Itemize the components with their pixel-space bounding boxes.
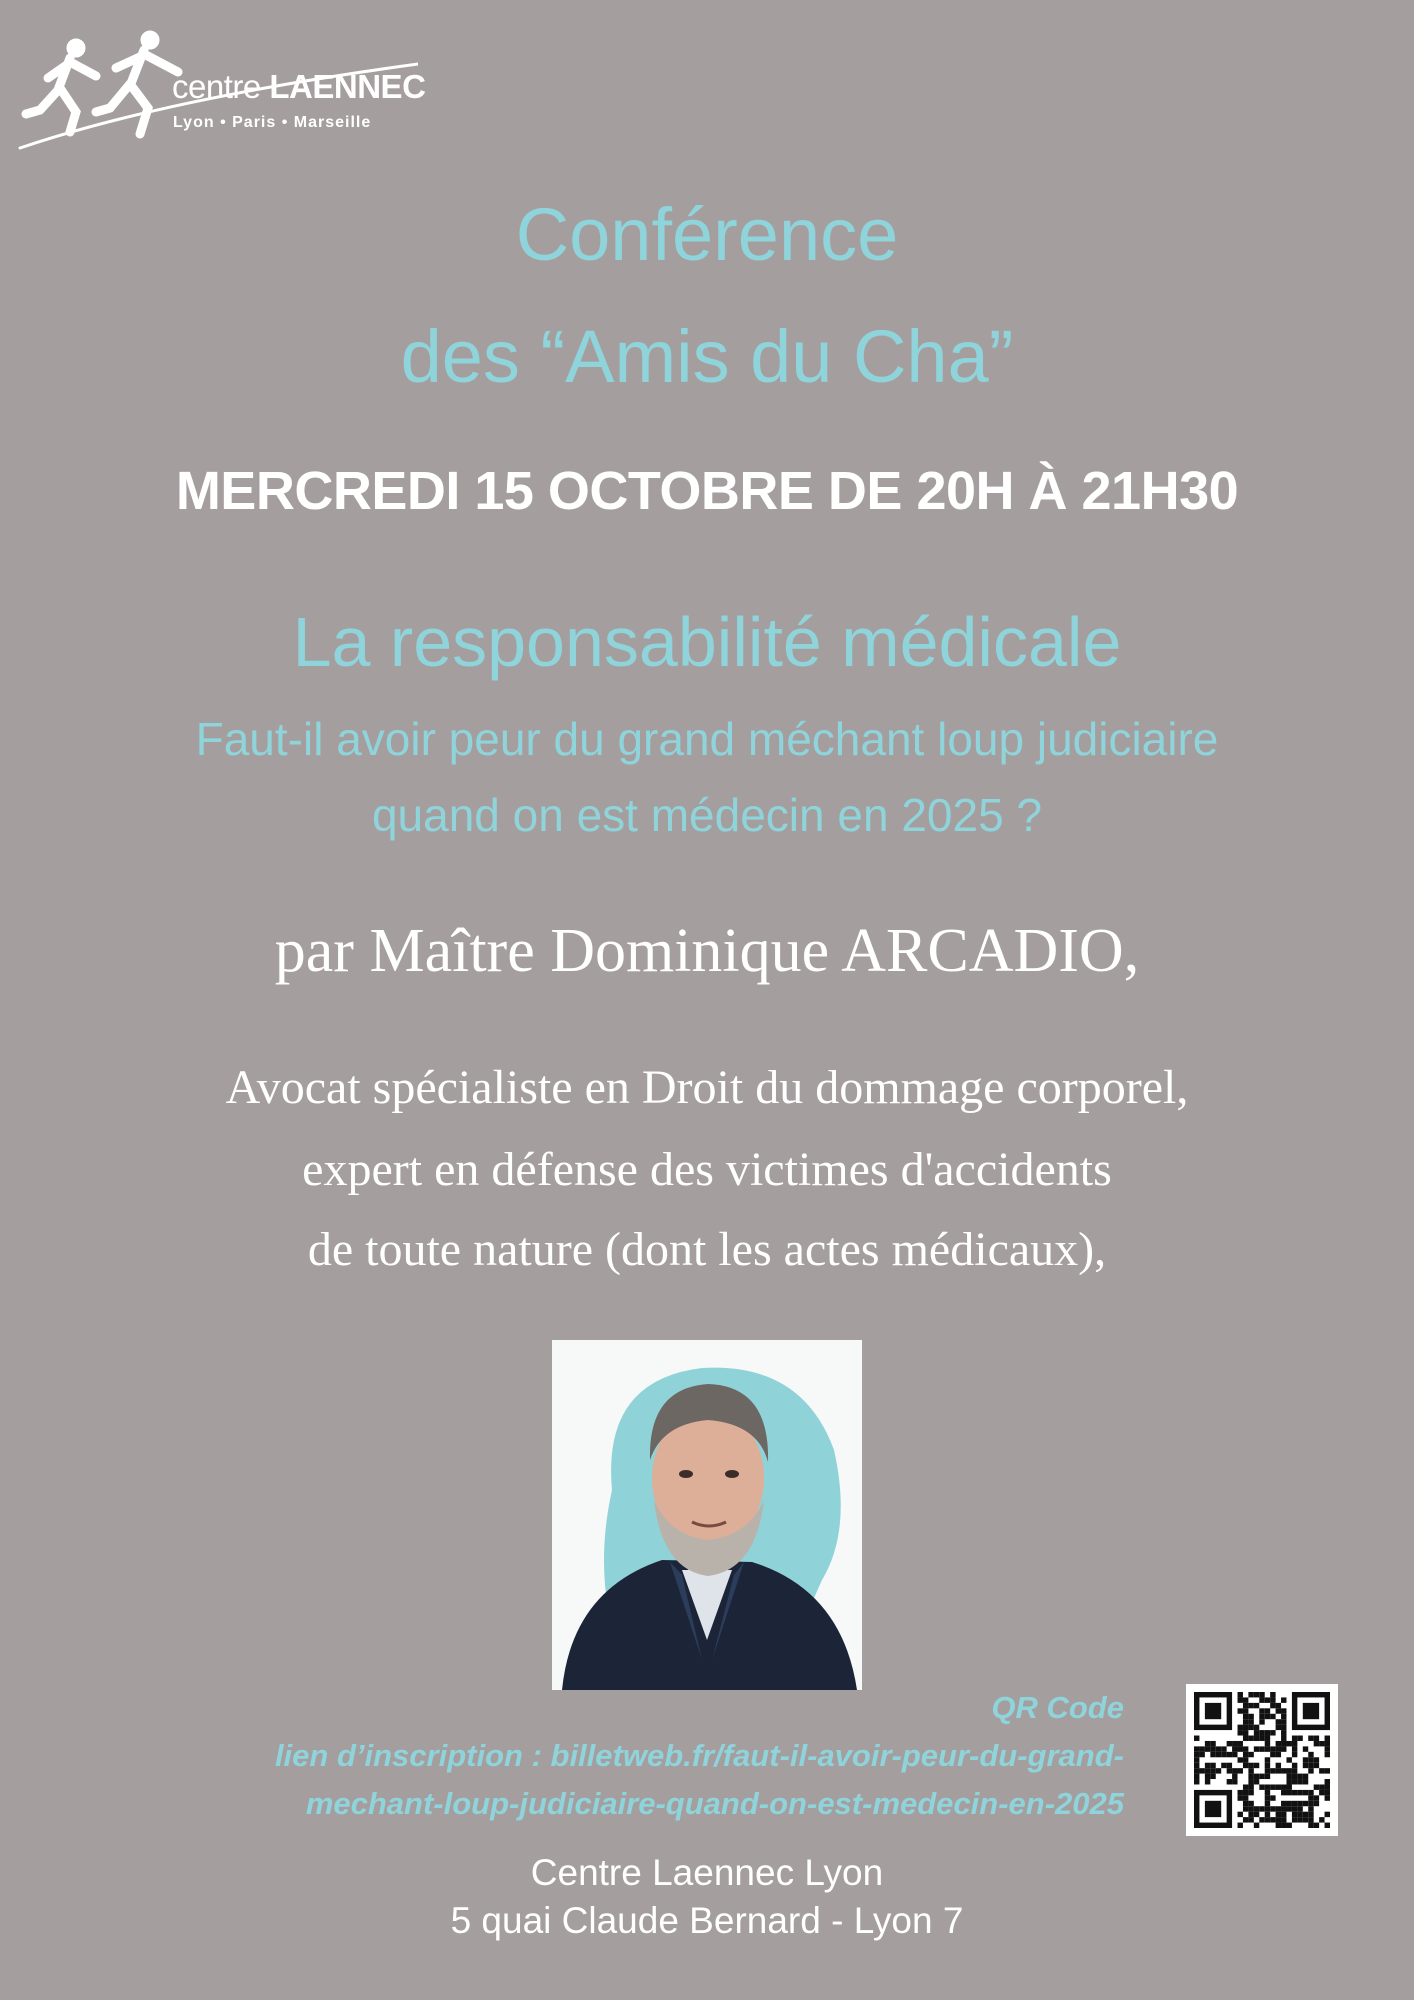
- speaker-bio-line3: de toute nature (dont les actes médicaux),: [307, 1223, 1107, 1276]
- venue-address: 5 quai Claude Bernard - Lyon 7: [450, 1900, 964, 1941]
- event-date-time: MERCREDI 15 OCTOBRE DE 20H À 21H30: [175, 461, 1239, 521]
- speaker-name: par Maître Dominique ARCADIO,: [274, 917, 1140, 985]
- topic-question-line1: Faut-il avoir peur du grand méchant loup judiciaire: [195, 713, 1219, 765]
- conference-title-line2: des “Amis du Cha”: [400, 315, 1014, 398]
- speaker-photo: [552, 1340, 862, 1690]
- speaker-bio-line1: Avocat spécialiste en Droit du dommage corporel,: [225, 1061, 1189, 1114]
- logo-cities: Lyon • Paris • Marseille: [173, 114, 372, 131]
- conference-title-line1: Conférence: [515, 193, 899, 276]
- logo-name: [172, 68, 425, 106]
- speaker-portrait-icon: [552, 1340, 862, 1690]
- qr-code-caption: QR Code: [991, 1690, 1124, 1725]
- qr-code[interactable]: [1186, 1684, 1338, 1836]
- logo-name-brand: LAENNEC: [269, 68, 426, 105]
- venue-name: Centre Laennec Lyon: [530, 1852, 884, 1893]
- conference-topic: La responsabilité médicale: [292, 603, 1122, 681]
- logo-name-prefix: centre: [172, 68, 261, 105]
- registration-link-line2[interactable]: mechant-loup-judiciaire-quand-on-est-medecin-en-2025: [305, 1786, 1124, 1821]
- topic-question-line2: quand on est médecin en 2025 ?: [371, 789, 1043, 841]
- qr-code-icon: [1186, 1684, 1338, 1836]
- registration-link-line1[interactable]: lien d’inscription : billetweb.fr/faut-il-avoir-peur-du-grand-: [274, 1738, 1124, 1773]
- speaker-bio-line2: expert en défense des victimes d'accidents: [302, 1143, 1112, 1196]
